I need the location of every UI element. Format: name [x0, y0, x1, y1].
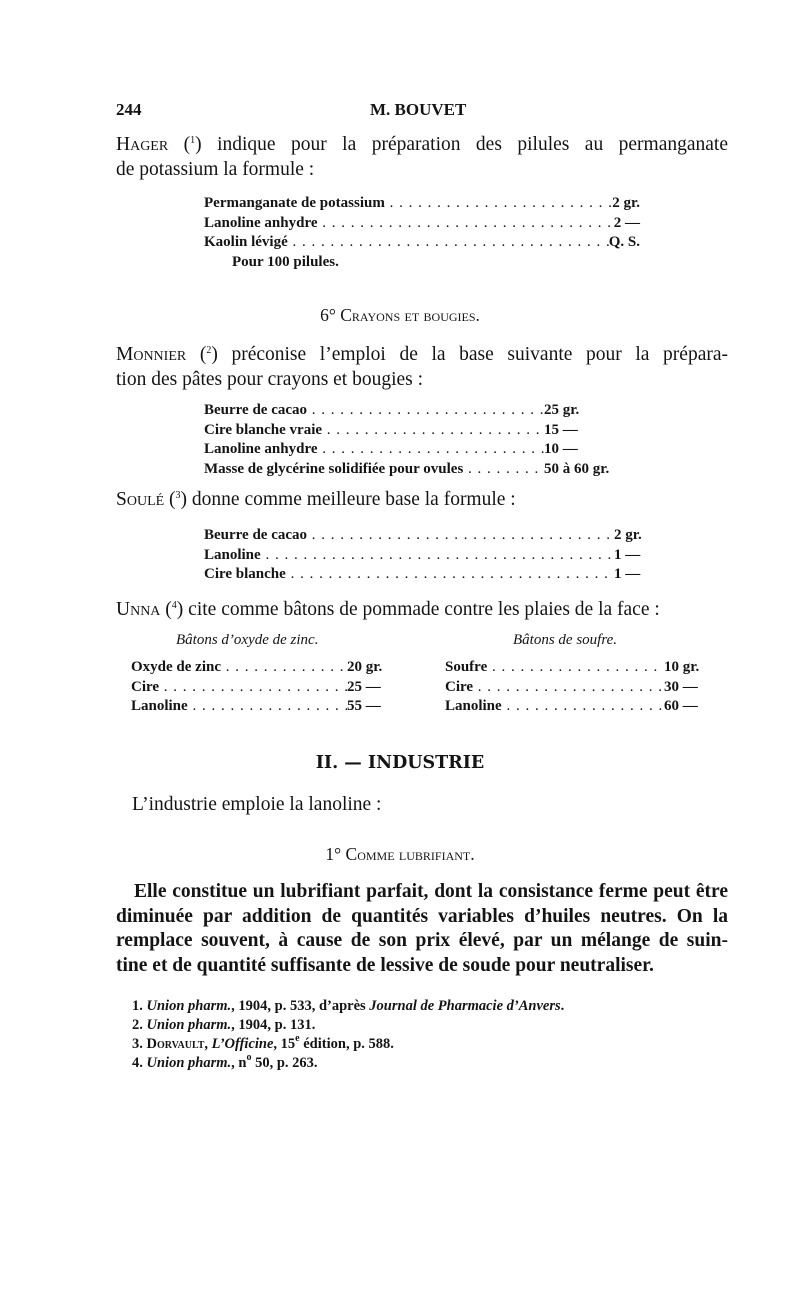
formula-row: Masse de glycérine solidifiée pour ovules . . . 50 à 60 gr.: [204, 460, 640, 480]
paragraph-line: Elle constitue un lubrifiant parfait, dont la consistance ferme peut être: [134, 881, 728, 902]
soule-formula: [204, 526, 640, 585]
paragraph-line: remplace souvent, à cause de son prix élevé, par un mélange de suin-: [116, 930, 728, 951]
monnier-formula: [204, 401, 640, 479]
paragraph-text: tion des pâtes pour crayons et bougies :: [116, 369, 424, 390]
author-soule: Soulé: [116, 489, 165, 510]
paragraph-text: préconise l’emploi de la base suivante pour la prépara-: [231, 344, 728, 365]
author-unna: Unna: [116, 599, 161, 620]
industrie-heading: II. — INDUSTRIE: [315, 753, 485, 773]
footnotes: [132, 997, 564, 1073]
pour-note: Pour 100 pilules.: [232, 254, 339, 270]
formula-row: Lanoline anhydre . . . 10 —: [204, 440, 640, 460]
author-monnier: Monnier: [116, 344, 187, 365]
zinc-column-title: Bâtons d’oxyde de zinc.: [176, 632, 319, 648]
formula-row: Cire . . . 25 —: [131, 678, 389, 698]
footnote-ref: 2: [206, 345, 212, 356]
footnote-3: 3. Dorvault, L’Officine, 15e édition, p. 588.: [132, 1033, 394, 1052]
running-title: M. BOUVET: [370, 100, 467, 119]
footnote-ref: 3: [175, 490, 181, 501]
lubrifiant-paragraph: [116, 880, 728, 978]
paragraph-line: diminuée par addition de quantités variables d’huiles neutres. On la: [116, 905, 728, 927]
formula-row: Cire blanche vraie . . . 15 —: [204, 421, 640, 441]
section-heading: 6° Crayons et bougies.: [320, 305, 480, 325]
formula-row: Lanoline . . . 60 —: [445, 697, 708, 717]
footnote-1: 1. Union pharm., 1904, p. 533, d’après Journal de Pharmacie d’Anvers.: [132, 998, 565, 1014]
sulfur-column-title: Bâtons de soufre.: [513, 632, 618, 648]
monnier-paragraph: Monnier ($^2$) préconise l’emploi de la base suivante pour la prépara- tion des pâtes pour crayons et bougies :: [116, 344, 728, 390]
zinc-formula: [131, 658, 389, 717]
formula-row: Lanoline . . . 1 —: [204, 546, 640, 566]
formula-row: Permanganate de potassium . . . 2 gr.: [204, 194, 640, 214]
hager-formula: [204, 194, 640, 253]
paragraph-line: tine et de quantité suffisante de lessive de soude pour neutraliser.: [116, 954, 654, 976]
paragraph-text: donne comme meilleure base la formule :: [191, 489, 516, 510]
sulfur-formula: [445, 658, 708, 717]
footnote-ref: 1: [190, 135, 196, 146]
subsection-heading: 1° Comme lubrifiant.: [325, 844, 475, 864]
soule-paragraph: Soulé ($^3$) donne comme meilleure base la formule :: [116, 489, 516, 510]
author-hager: Hager: [116, 134, 169, 155]
paragraph-text: indique pour la préparation des pilules au permanganate: [217, 134, 728, 155]
formula-row: Oxyde de zinc . . . 20 gr.: [131, 658, 389, 678]
paragraph-text: cite comme bâtons de pommade contre les plaies de la face :: [188, 599, 660, 620]
formula-row: Kaolin lévigé . . . Q. S.: [204, 233, 640, 253]
formula-row: Beurre de cacao . . . 2 gr.: [204, 526, 640, 546]
formula-row: Lanoline . . . 55 —: [131, 697, 389, 717]
formula-row: Cire . . . 30 —: [445, 678, 708, 698]
industrie-intro: L’industrie emploie la lanoline :: [132, 794, 382, 815]
paragraph-text: de potassium la formule :: [116, 159, 315, 180]
formula-row: Beurre de cacao . . . 25 gr.: [204, 401, 640, 421]
formula-row: Soufre . . . 10 gr.: [445, 658, 708, 678]
footnote-4: 4. Union pharm., $n^o$ 50, p. 263.: [132, 1052, 318, 1071]
hager-paragraph: Hager ($^1$) indique pour la préparation des pilules au permanganate de potassium la formule :: [116, 134, 728, 180]
unna-paragraph: Unna ($^4$) cite comme bâtons de pommade contre les plaies de la face :: [116, 599, 660, 620]
formula-row: Cire blanche . . . 1 —: [204, 565, 640, 585]
formula-row: Lanoline anhydre . . . 2 —: [204, 214, 640, 234]
page-number: 244: [116, 100, 142, 119]
footnote-ref: 4: [171, 600, 177, 611]
footnote-2: 2. Union pharm., 1904, p. 131.: [132, 1017, 316, 1033]
